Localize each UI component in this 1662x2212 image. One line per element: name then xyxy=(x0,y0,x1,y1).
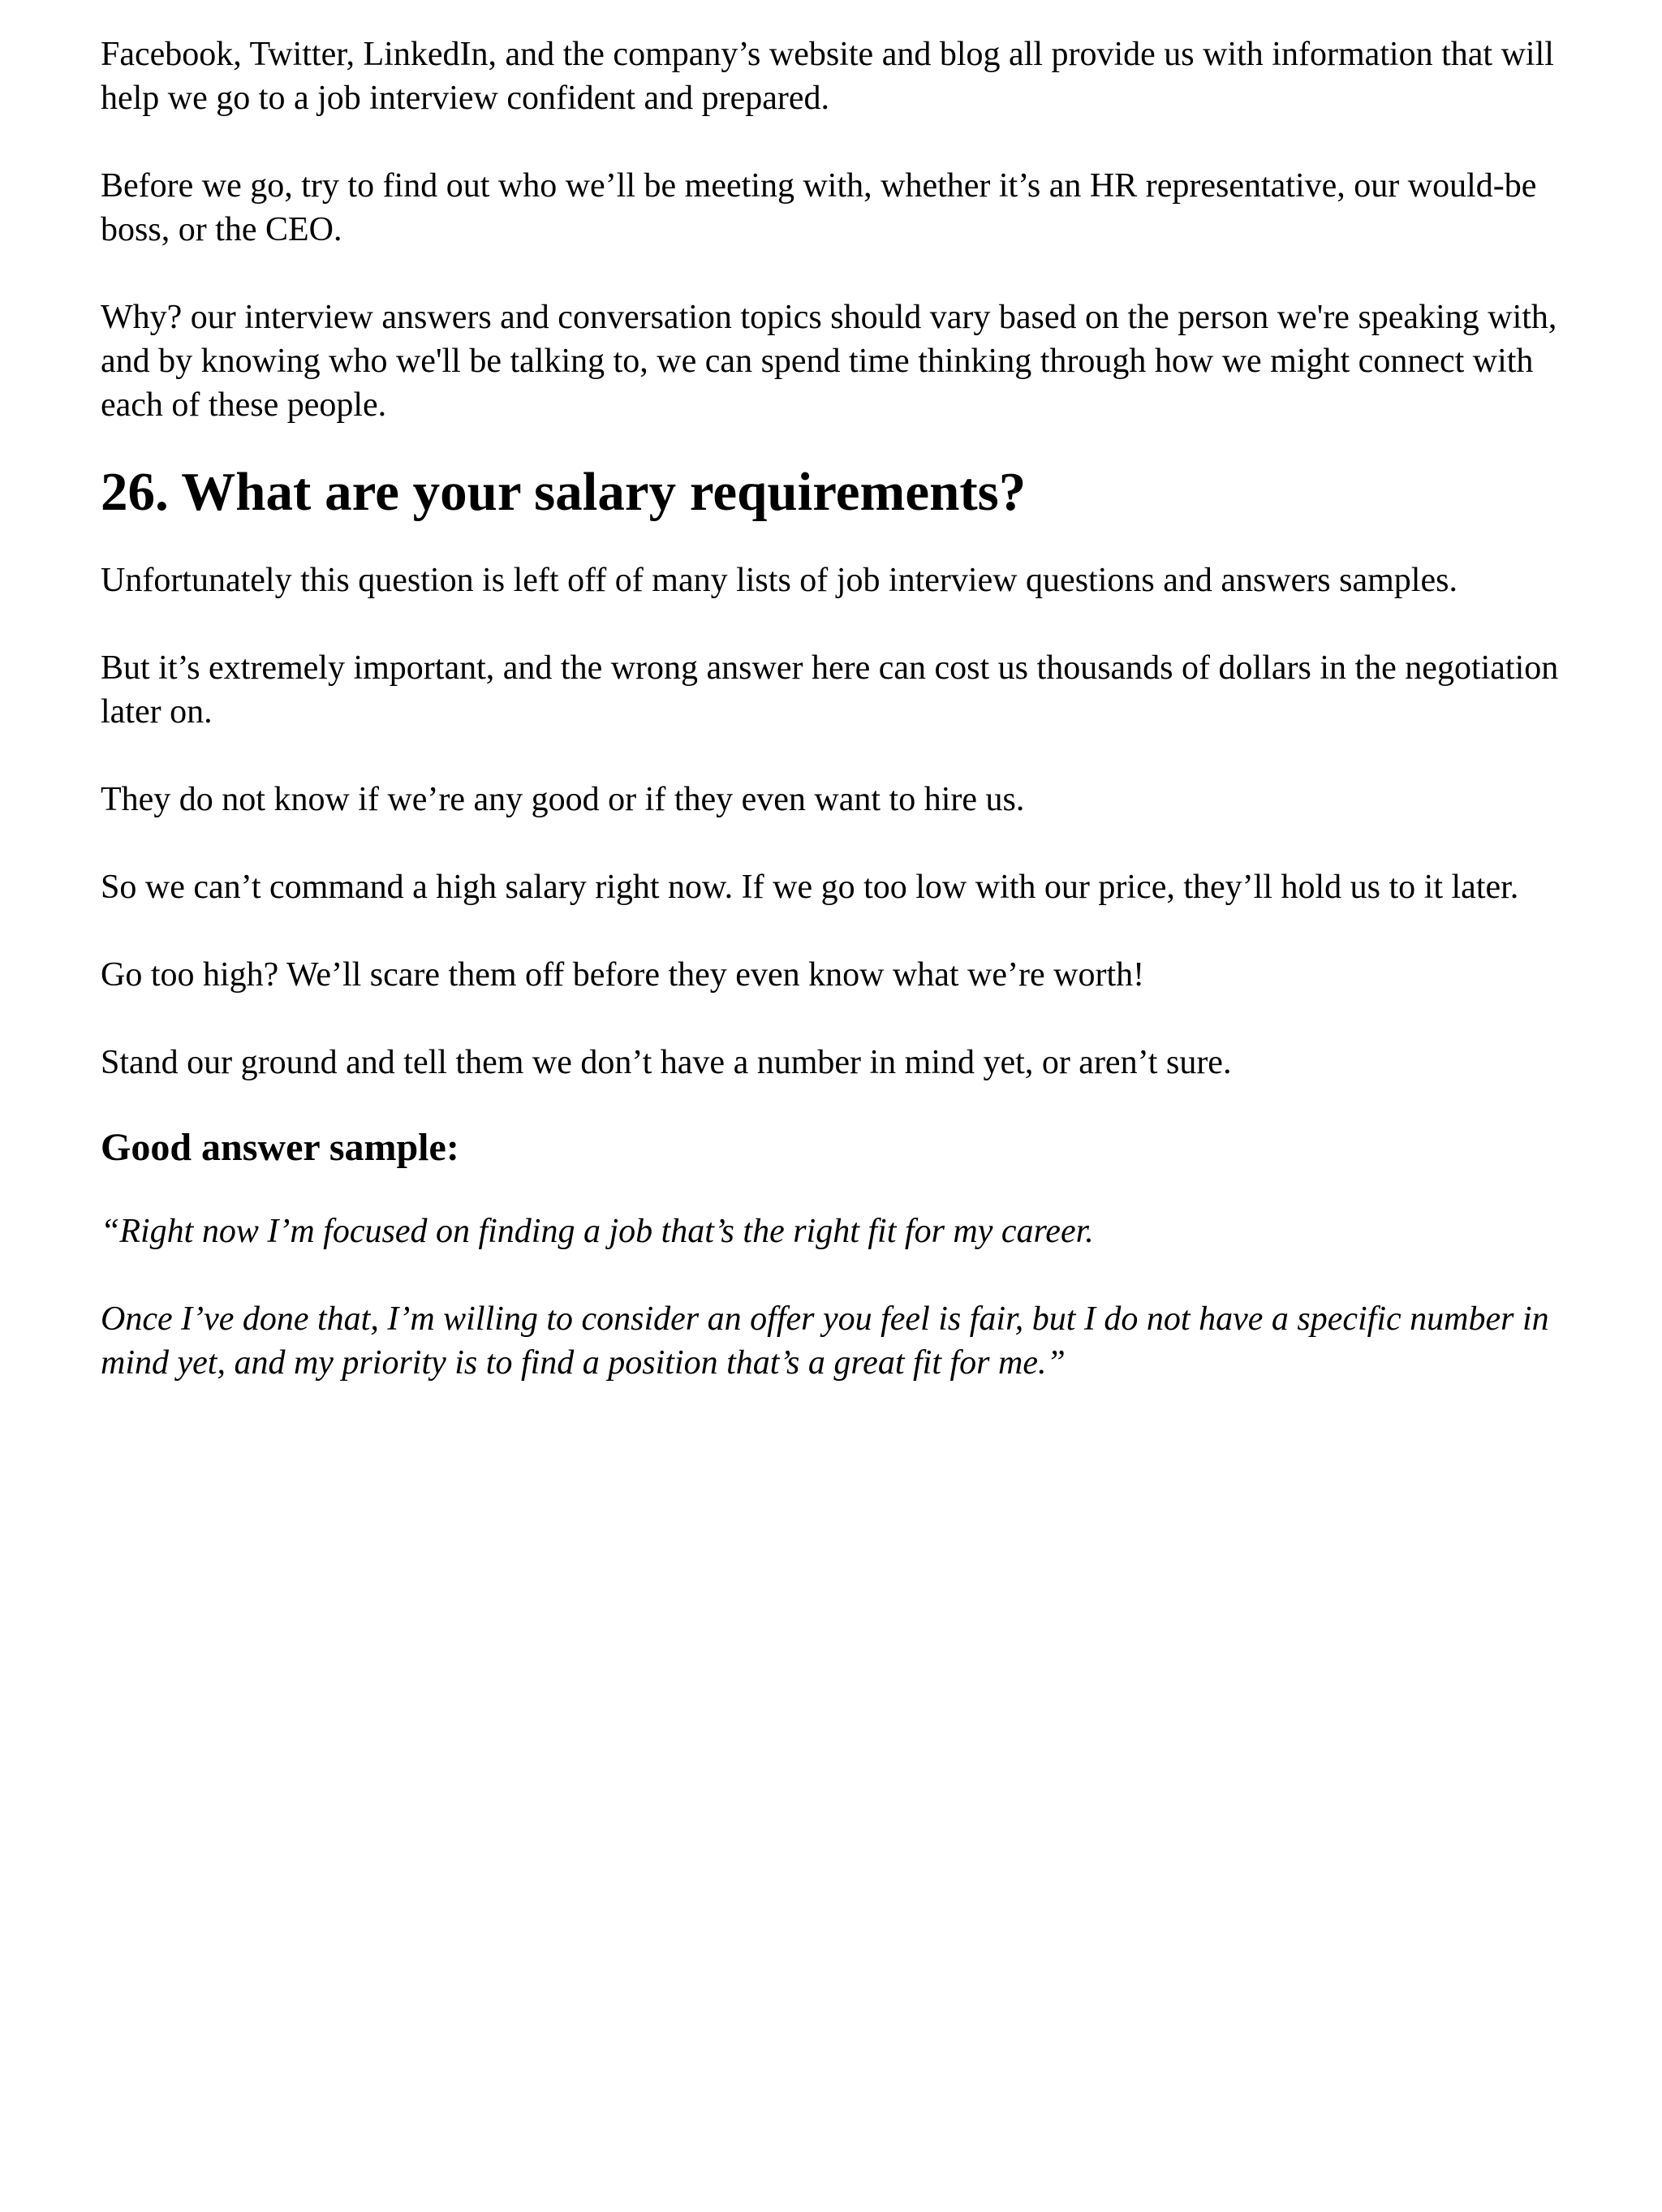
section-paragraph-4: So we can’t command a high salary right now. If we go too low with our price, they’ll hold us to it later. xyxy=(101,869,1519,906)
section-paragraph-2: But it’s extremely important, and the wrong answer here can cost us thousands of dollars in the negotiation later on. xyxy=(101,649,1559,731)
intro-paragraph-2: Before we go, try to find out who we’ll be meeting with, whether it’s an HR representative, our would-be boss, or the CEO. xyxy=(101,167,1537,248)
section-heading: 26. What are your salary requirements? xyxy=(101,462,1027,522)
section-paragraph-6: Stand our ground and tell them we don’t have a number in mind yet, or aren’t sure. xyxy=(101,1044,1232,1081)
good-answer-subheading: Good answer sample: xyxy=(101,1126,459,1169)
intro-paragraph-1: Facebook, Twitter, LinkedIn, and the company’s website and blog all provide us with information that will help we go to a job interview confident and prepared. xyxy=(101,36,1554,117)
document-page xyxy=(101,32,1594,1429)
section-paragraph-1: Unfortunately this question is left off of many lists of job interview questions and answers samples. xyxy=(101,562,1457,599)
intro-paragraph-3: Why? our interview answers and conversation topics should vary based on the person we're speaking with, and by knowing who we'll be talking to, we can spend time thinking through how we might connect with each of these people. xyxy=(101,299,1557,424)
section-paragraph-3: They do not know if we’re any good or if they even want to hire us. xyxy=(101,781,1025,818)
answer-paragraph-2: Once I’ve done that, I’m willing to consider an offer you feel is fair, but I do not have a specific number in mind yet, and my priority is to find a position that’s a great fit for me.” xyxy=(101,1300,1549,1382)
section-paragraph-5: Go too high? We’ll scare them off before they even know what we’re worth! xyxy=(101,956,1145,994)
answer-paragraph-1: “Right now I’m focused on finding a job that’s the right fit for my career. xyxy=(101,1213,1094,1250)
